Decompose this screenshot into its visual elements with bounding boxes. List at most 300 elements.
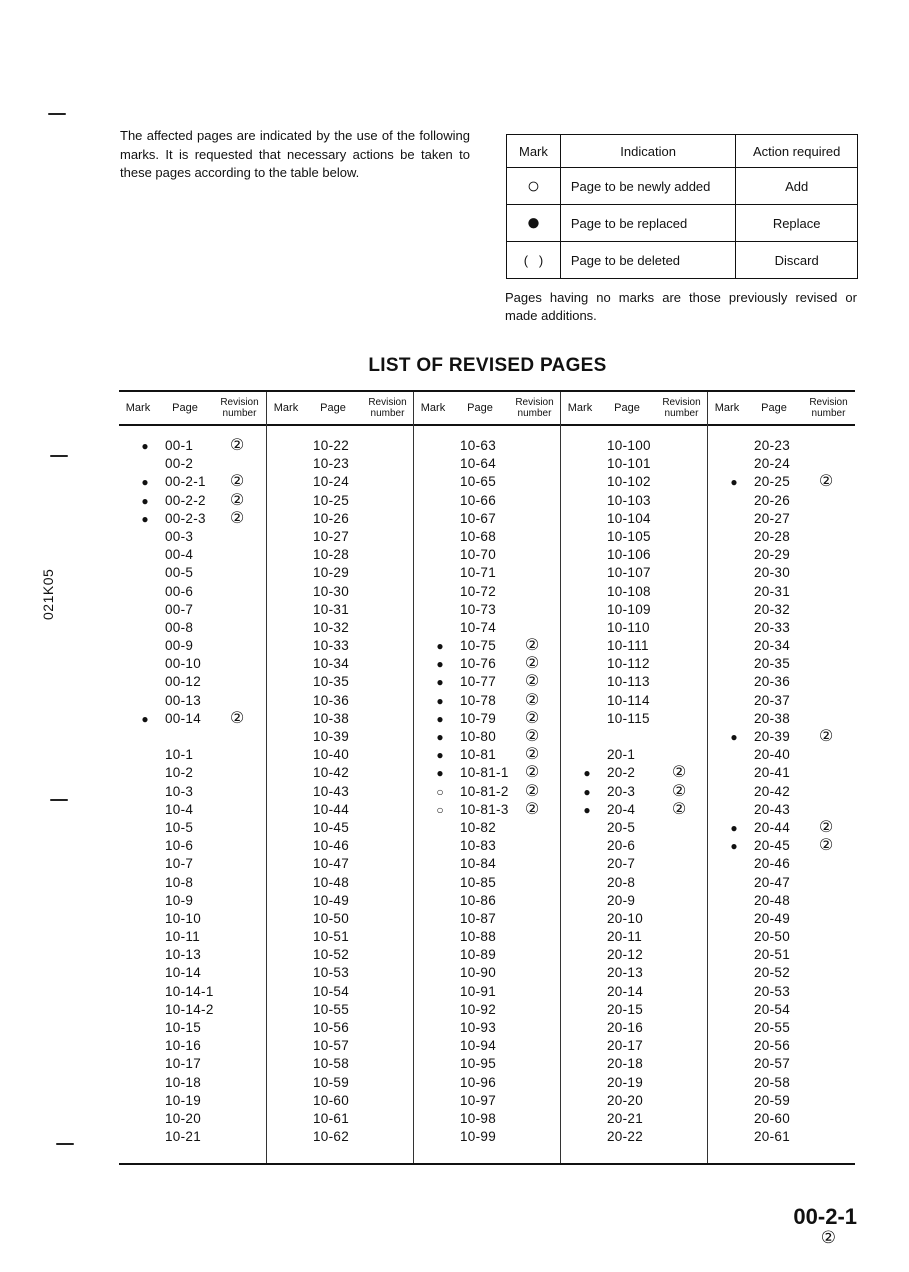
page-list-row bbox=[708, 528, 855, 546]
binder-hole-mark bbox=[50, 799, 68, 801]
page-list-row bbox=[267, 673, 414, 691]
page-list-row bbox=[414, 1110, 561, 1128]
page-list-row bbox=[267, 692, 414, 710]
page-list-row bbox=[561, 710, 708, 728]
revision-number-badge: ② bbox=[524, 655, 540, 673]
page-list-row bbox=[119, 455, 266, 473]
page-list-row bbox=[708, 746, 855, 764]
revision-mark-icon: ○ bbox=[436, 802, 444, 817]
page-number: 20-31 bbox=[754, 583, 791, 599]
page-number: 10-112 bbox=[607, 656, 650, 672]
mark-legend-table bbox=[506, 134, 858, 279]
page-list-row bbox=[708, 455, 855, 473]
page-number: 20-51 bbox=[754, 947, 791, 963]
page-number: 10-13 bbox=[165, 947, 202, 963]
page-number: 20-1 bbox=[607, 747, 636, 763]
page-list-row bbox=[561, 728, 708, 746]
page-number: 20-24 bbox=[754, 456, 791, 472]
page-list-row bbox=[561, 528, 708, 546]
page-number: 20-23 bbox=[754, 438, 791, 453]
page-list-row bbox=[119, 473, 266, 491]
page-list-row bbox=[267, 855, 414, 873]
page-list-row bbox=[119, 983, 266, 1001]
page-list-row bbox=[708, 874, 855, 892]
page-number: 20-53 bbox=[754, 983, 791, 999]
page-list-rows bbox=[708, 437, 855, 1146]
page-number: 10-43 bbox=[313, 783, 350, 799]
page-number: 10-27 bbox=[313, 528, 350, 544]
page-list-column bbox=[413, 392, 561, 1163]
page-number: 00-14 bbox=[165, 710, 202, 726]
page-number: 10-78 bbox=[460, 692, 497, 708]
page-list-row bbox=[561, 946, 708, 964]
page-number: 10-70 bbox=[460, 547, 497, 563]
page-number: 10-72 bbox=[460, 583, 497, 599]
page-list-row bbox=[414, 801, 561, 819]
page-list-row bbox=[708, 783, 855, 801]
page-number: 10-98 bbox=[460, 1110, 497, 1126]
page-list-row bbox=[561, 983, 708, 1001]
page-list-row bbox=[267, 637, 414, 655]
page-list-row bbox=[561, 819, 708, 837]
page-number: 10-5 bbox=[165, 819, 194, 835]
page-list-row bbox=[414, 1055, 561, 1073]
binder-hole-mark bbox=[50, 455, 68, 457]
page-number: 10-4 bbox=[165, 801, 194, 817]
page-number: 20-36 bbox=[754, 674, 791, 690]
page-list-row bbox=[414, 946, 561, 964]
page-number: 20-6 bbox=[607, 838, 636, 854]
page-number: 20-13 bbox=[607, 965, 644, 981]
page-number: 20-2 bbox=[607, 765, 636, 781]
page-number: 10-30 bbox=[313, 583, 350, 599]
page-number: 10-81 bbox=[460, 747, 497, 763]
page-list-column bbox=[560, 392, 708, 1163]
column-header-page: Page bbox=[467, 402, 493, 414]
page-list-row bbox=[708, 437, 855, 455]
page-list-row bbox=[119, 946, 266, 964]
page-list-row bbox=[267, 546, 414, 564]
revision-mark-icon: ● bbox=[436, 675, 444, 690]
page-list-row bbox=[561, 473, 708, 491]
page-list-row bbox=[708, 1092, 855, 1110]
page-list-row bbox=[267, 764, 414, 782]
page-number: 10-49 bbox=[313, 892, 350, 908]
page-list-row bbox=[414, 1128, 561, 1146]
column-header-revision-line1: Revision bbox=[515, 397, 554, 408]
page-number: 10-20 bbox=[165, 1110, 202, 1126]
page-list-rows bbox=[119, 437, 266, 1146]
page-number: 20-15 bbox=[607, 1001, 644, 1017]
revision-mark-icon: ● bbox=[436, 657, 444, 672]
page-number: 20-33 bbox=[754, 619, 791, 635]
page-list-row bbox=[267, 564, 414, 582]
page-list-row bbox=[119, 619, 266, 637]
page-list-row bbox=[267, 964, 414, 982]
page-list-row bbox=[414, 855, 561, 873]
page-number: 10-82 bbox=[460, 819, 497, 835]
page-number: 10-84 bbox=[460, 856, 497, 872]
page-number: 20-55 bbox=[754, 1020, 791, 1035]
revision-number-badge: ② bbox=[818, 818, 834, 836]
page-list-row bbox=[119, 783, 266, 801]
page-list-row bbox=[708, 1110, 855, 1128]
footer-revision-number: ② bbox=[820, 1228, 836, 1247]
page-list-row bbox=[414, 728, 561, 746]
page-list-row bbox=[708, 601, 855, 619]
page-list-row bbox=[561, 1019, 708, 1037]
revision-mark-icon: ● bbox=[730, 839, 738, 854]
page-list-row bbox=[561, 764, 708, 782]
revision-number-badge: ② bbox=[524, 782, 540, 800]
page-list-column bbox=[266, 392, 414, 1163]
page-list-row bbox=[267, 983, 414, 1001]
page-list-row bbox=[267, 746, 414, 764]
page-number: 10-81-3 bbox=[460, 801, 509, 817]
page-number: 10-36 bbox=[313, 692, 350, 708]
page-list-row bbox=[119, 655, 266, 673]
page-list-row bbox=[267, 601, 414, 619]
column-header-revision bbox=[802, 392, 855, 424]
revision-number-badge: ② bbox=[671, 800, 687, 818]
page-list-row bbox=[414, 837, 561, 855]
legend-header-row bbox=[507, 135, 858, 168]
page-number: 10-88 bbox=[460, 929, 497, 945]
revision-mark-icon: ● bbox=[141, 439, 149, 453]
page-list-row bbox=[561, 837, 708, 855]
page-number: 10-89 bbox=[460, 947, 497, 963]
page-list-row bbox=[561, 692, 708, 710]
column-header-revision bbox=[508, 392, 561, 424]
column-header-revision bbox=[361, 392, 414, 424]
page-number: 00-5 bbox=[165, 565, 194, 581]
legend-action: Discard bbox=[736, 242, 858, 279]
page-number: 10-87 bbox=[460, 910, 497, 926]
page-list-row bbox=[414, 492, 561, 510]
page-list-row bbox=[267, 910, 414, 928]
page-number: 20-8 bbox=[607, 874, 636, 890]
page-number: 10-76 bbox=[460, 656, 497, 672]
page-list-rows bbox=[267, 437, 414, 1146]
revision-number-badge: ② bbox=[818, 473, 834, 491]
page-number: 10-47 bbox=[313, 856, 350, 872]
page-number: 10-103 bbox=[607, 492, 651, 508]
revision-mark-icon: ● bbox=[583, 784, 591, 799]
page-number: 00-12 bbox=[165, 674, 202, 690]
column-header-revision-line1: Revision bbox=[368, 397, 407, 408]
page-list-row bbox=[414, 1001, 561, 1019]
page-number: 00-9 bbox=[165, 638, 194, 654]
page-list-row bbox=[119, 528, 266, 546]
page-number: 10-55 bbox=[313, 1001, 350, 1017]
page-number: 10-31 bbox=[313, 601, 350, 617]
page-number: 00-4 bbox=[165, 547, 194, 563]
page-number: 20-54 bbox=[754, 1001, 791, 1017]
page-list-row bbox=[119, 746, 266, 764]
page-list-row bbox=[708, 1019, 855, 1037]
page-number: 20-61 bbox=[754, 1129, 791, 1145]
page-number: 20-3 bbox=[607, 783, 636, 799]
page-list-row bbox=[119, 837, 266, 855]
page-list-row bbox=[708, 1074, 855, 1092]
revision-number-badge: ② bbox=[229, 709, 245, 727]
revision-mark-icon: ● bbox=[583, 802, 591, 817]
page-list-row bbox=[267, 583, 414, 601]
page-list-row bbox=[414, 1019, 561, 1037]
page-number: 10-46 bbox=[313, 838, 350, 854]
column-header-page: Page bbox=[172, 402, 198, 414]
page-list-row bbox=[119, 564, 266, 582]
page-number: 10-7 bbox=[165, 856, 194, 872]
page-number: 20-47 bbox=[754, 874, 791, 890]
page-number: 10-10 bbox=[165, 910, 202, 926]
page-number: 10-104 bbox=[607, 510, 651, 526]
page-list-row bbox=[561, 783, 708, 801]
page-number: 20-52 bbox=[754, 965, 791, 981]
page-number: 20-48 bbox=[754, 892, 791, 908]
column-header-revision bbox=[655, 392, 708, 424]
page-number: 20-18 bbox=[607, 1056, 644, 1072]
list-title: LIST OF REVISED PAGES bbox=[368, 355, 607, 376]
page-list-row bbox=[267, 510, 414, 528]
column-header-revision-line2: number bbox=[517, 408, 552, 419]
page-number: 10-102 bbox=[607, 474, 651, 490]
page-number: 10-90 bbox=[460, 965, 497, 981]
column-header-mark: Mark bbox=[273, 402, 299, 414]
page-list-row bbox=[119, 1074, 266, 1092]
revision-number-badge: ② bbox=[229, 509, 245, 527]
page-list-column bbox=[119, 392, 266, 1163]
page-number: 10-110 bbox=[607, 619, 650, 635]
page-number: 10-62 bbox=[313, 1129, 350, 1145]
page-number: 20-58 bbox=[754, 1074, 791, 1090]
page-number: 10-80 bbox=[460, 729, 497, 744]
page-list-row bbox=[561, 964, 708, 982]
revision-mark-icon: ○ bbox=[436, 784, 444, 799]
page-number: 10-18 bbox=[165, 1074, 202, 1090]
page-list-row bbox=[414, 601, 561, 619]
page-list-row bbox=[267, 819, 414, 837]
page-list-row bbox=[414, 546, 561, 564]
revision-number-badge: ② bbox=[524, 800, 540, 818]
page-list-row bbox=[561, 637, 708, 655]
page-list-rows bbox=[414, 437, 561, 1146]
column-header-revision-line2: number bbox=[811, 408, 846, 419]
revision-number-badge: ② bbox=[524, 637, 540, 655]
page-number: 10-107 bbox=[607, 565, 651, 581]
column-header-mark: Mark bbox=[567, 402, 593, 414]
page-number: 10-17 bbox=[165, 1056, 202, 1072]
page-number: 20-57 bbox=[754, 1056, 791, 1072]
page-list-row bbox=[708, 819, 855, 837]
page-number: 10-66 bbox=[460, 492, 497, 508]
deleted-page-mark-icon: ( ) bbox=[507, 242, 561, 279]
page-number: 10-114 bbox=[607, 692, 650, 708]
revision-mark-icon: ● bbox=[141, 493, 149, 508]
revision-mark-icon: ● bbox=[436, 693, 444, 708]
page-number: 20-32 bbox=[754, 601, 791, 617]
page-list-row bbox=[708, 983, 855, 1001]
page-list-row bbox=[414, 510, 561, 528]
page-number: 20-60 bbox=[754, 1110, 791, 1126]
page-list-row bbox=[708, 1001, 855, 1019]
column-header-revision-line1: Revision bbox=[662, 397, 701, 408]
page-list-row bbox=[708, 673, 855, 691]
page-number: 20-43 bbox=[754, 801, 791, 817]
page-list-row bbox=[708, 510, 855, 528]
page-list-row bbox=[708, 546, 855, 564]
page-number: 20-7 bbox=[607, 856, 636, 872]
page-list-row bbox=[708, 619, 855, 637]
page-list-row bbox=[414, 964, 561, 982]
revision-mark-icon: ● bbox=[141, 475, 149, 490]
page-number: 10-11 bbox=[165, 929, 201, 945]
page-number: 20-11 bbox=[607, 929, 643, 945]
page-list-row bbox=[561, 1001, 708, 1019]
page-list-row bbox=[561, 928, 708, 946]
page-number: 10-53 bbox=[313, 965, 350, 981]
page-list-row bbox=[708, 692, 855, 710]
page-number: 20-40 bbox=[754, 747, 791, 763]
page-list-row bbox=[561, 546, 708, 564]
page-number: 10-50 bbox=[313, 910, 350, 926]
page-list-row bbox=[708, 1037, 855, 1055]
page-list-row bbox=[414, 819, 561, 837]
page-number: 10-35 bbox=[313, 674, 350, 690]
page-number: 20-38 bbox=[754, 710, 791, 726]
page-list-row bbox=[119, 637, 266, 655]
page-number: 10-15 bbox=[165, 1020, 202, 1035]
page-list-row bbox=[708, 892, 855, 910]
page-number: 10-25 bbox=[313, 492, 350, 508]
page-number: 10-64 bbox=[460, 456, 497, 472]
page-list-row bbox=[414, 1037, 561, 1055]
page-list-row bbox=[119, 910, 266, 928]
page-number: 20-59 bbox=[754, 1092, 791, 1108]
page-number: 10-56 bbox=[313, 1020, 350, 1035]
revision-number-badge: ② bbox=[524, 728, 540, 745]
page-list-row bbox=[119, 1037, 266, 1055]
page-number: 10-54 bbox=[313, 983, 350, 999]
page-list-row bbox=[561, 655, 708, 673]
page-list-row bbox=[119, 728, 266, 746]
page-number: 20-37 bbox=[754, 692, 791, 708]
page-list-row bbox=[267, 892, 414, 910]
page-number: 20-56 bbox=[754, 1038, 791, 1054]
page-number: 10-109 bbox=[607, 601, 651, 617]
page-list-row bbox=[414, 783, 561, 801]
page-list-row bbox=[414, 874, 561, 892]
page-list-row bbox=[561, 510, 708, 528]
page-list-row bbox=[267, 1110, 414, 1128]
column-header-revision-line2: number bbox=[664, 408, 699, 419]
page-list-row bbox=[561, 1110, 708, 1128]
page-number: 10-113 bbox=[607, 674, 650, 690]
page-number: 10-67 bbox=[460, 510, 497, 526]
page-number: 20-34 bbox=[754, 638, 791, 654]
revision-number-badge: ② bbox=[229, 437, 245, 454]
page-number: 10-51 bbox=[313, 929, 350, 945]
page-list-row bbox=[119, 437, 266, 455]
page-list-row bbox=[708, 564, 855, 582]
revision-number-badge: ② bbox=[229, 491, 245, 509]
legend-header-mark: Mark bbox=[507, 135, 561, 168]
page-list-row bbox=[267, 1001, 414, 1019]
page-number: 20-12 bbox=[607, 947, 644, 963]
revision-number-badge: ② bbox=[671, 764, 687, 782]
page-number: 20-16 bbox=[607, 1020, 644, 1035]
page-list-row bbox=[119, 692, 266, 710]
page-number: 20-42 bbox=[754, 783, 791, 799]
page-list-row bbox=[119, 928, 266, 946]
page-list-row bbox=[561, 910, 708, 928]
page-list-row bbox=[119, 1110, 266, 1128]
page-list-row bbox=[267, 728, 414, 746]
page-number: 10-86 bbox=[460, 892, 497, 908]
page-list-row bbox=[414, 983, 561, 1001]
page-number: 20-45 bbox=[754, 838, 791, 854]
page-list-row bbox=[267, 528, 414, 546]
revision-mark-icon: ● bbox=[141, 511, 149, 526]
revision-mark-icon: ● bbox=[436, 748, 444, 763]
page-number: 10-24 bbox=[313, 474, 350, 490]
page-list-row bbox=[708, 1128, 855, 1146]
page-number: 20-10 bbox=[607, 910, 644, 926]
page-number: 00-2-3 bbox=[165, 510, 206, 526]
page-list-row bbox=[267, 619, 414, 637]
page-list-row bbox=[561, 1055, 708, 1073]
revision-number-badge: ② bbox=[524, 746, 540, 764]
column-header-page: Page bbox=[614, 402, 640, 414]
page-number: 10-33 bbox=[313, 638, 350, 654]
page-number: 10-19 bbox=[165, 1092, 202, 1108]
page-number: 20-39 bbox=[754, 729, 791, 744]
page-number: 10-79 bbox=[460, 710, 497, 726]
page-list-row bbox=[708, 710, 855, 728]
page-number: 20-20 bbox=[607, 1092, 644, 1108]
page-number: 10-26 bbox=[313, 510, 350, 526]
page-number: 10-38 bbox=[313, 710, 350, 726]
page-list-row bbox=[414, 746, 561, 764]
page-number: 10-57 bbox=[313, 1038, 350, 1054]
page-list-row bbox=[561, 1092, 708, 1110]
page-number: 10-108 bbox=[607, 583, 651, 599]
page-list-row bbox=[561, 601, 708, 619]
page-list-row bbox=[414, 528, 561, 546]
revision-number-badge: ② bbox=[524, 691, 540, 709]
column-header-revision-line1: Revision bbox=[809, 397, 848, 408]
legend-indication: Page to be replaced bbox=[560, 205, 735, 242]
page-list-row bbox=[561, 801, 708, 819]
page-list-row bbox=[561, 874, 708, 892]
page-number: 10-2 bbox=[165, 765, 194, 781]
page-list-row bbox=[119, 492, 266, 510]
page-number: 00-7 bbox=[165, 601, 194, 617]
page-number: 10-16 bbox=[165, 1038, 202, 1054]
page-number: 10-100 bbox=[607, 438, 651, 453]
revision-mark-icon: ● bbox=[436, 766, 444, 781]
page-number: 20-17 bbox=[607, 1038, 644, 1054]
page-number: 10-29 bbox=[313, 565, 350, 581]
page-number: 10-39 bbox=[313, 729, 350, 744]
revision-number-badge: ② bbox=[524, 673, 540, 691]
page-list-row bbox=[708, 655, 855, 673]
page-list-row bbox=[561, 892, 708, 910]
revision-mark-icon: ● bbox=[436, 711, 444, 726]
page-list-row bbox=[708, 855, 855, 873]
legend-row-discard bbox=[507, 242, 858, 279]
legend-header-indication: Indication bbox=[560, 135, 735, 168]
